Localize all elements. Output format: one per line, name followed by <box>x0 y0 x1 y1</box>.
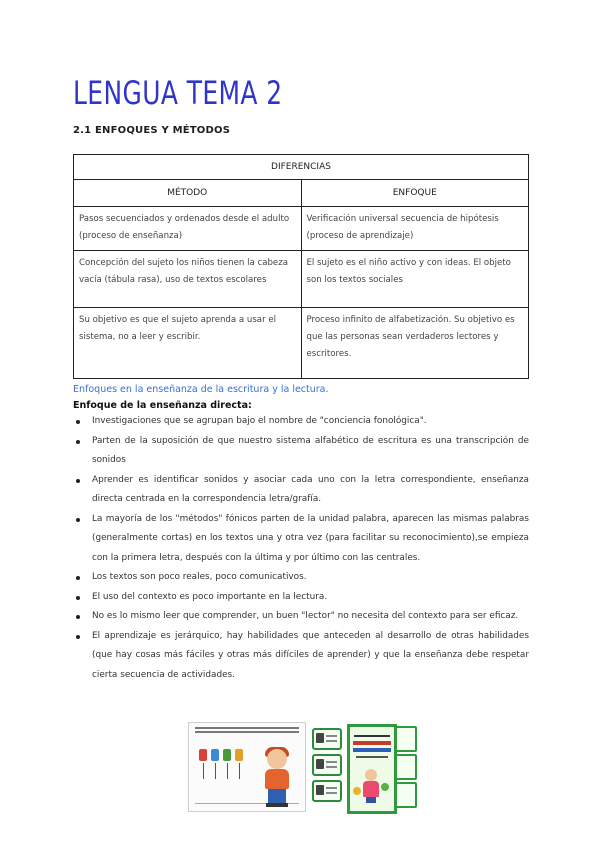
table-row <box>74 308 529 379</box>
list-item-text: La mayoría de los "métodos" fónicos parten de la unidad palabra, aparecen las mismas palabras (generalmente cortas) en los textos una y otra vez (para facilitar su reconocimiento),se empieza con la primera letra, después con la última y por último con las centrales. <box>92 513 529 563</box>
bullet-icon <box>76 440 80 444</box>
bullet-icon <box>76 576 80 580</box>
connector-line <box>227 763 228 779</box>
boy-illustration <box>261 749 293 807</box>
list-item-text: Parten de la suposición de que nuestro sistema alfabético de escritura es una transcripción de sonidos <box>92 435 529 465</box>
apple-icon <box>199 749 207 761</box>
differences-table <box>73 154 529 379</box>
table-row <box>74 207 529 251</box>
phonological-cards-image <box>310 722 416 810</box>
picture-card <box>312 780 342 802</box>
picture-icon <box>223 749 231 761</box>
bullet-icon <box>76 635 80 639</box>
list-item <box>73 568 529 588</box>
table-cell: El sujeto es el niño activo y con ideas. El objeto son los textos sociales <box>301 251 529 308</box>
table-row <box>74 251 529 308</box>
list-item <box>73 588 529 608</box>
section-heading: Enfoques en la enseñanza de la escritura y la lectura. <box>73 384 329 395</box>
bullet-icon <box>76 420 80 424</box>
picture-card <box>312 728 342 750</box>
bullet-icon <box>76 596 80 600</box>
list-item <box>73 412 529 432</box>
child-icon <box>362 769 380 803</box>
list-item <box>73 627 529 686</box>
list-item-text: El aprendizaje es jerárquico, hay habilidades que anteceden al desarrollo de otras habilidades (que hay cosas más fáciles y otras más difíciles de aprender) y que la enseñanza debe respetar cierta secuencia de actividades. <box>92 630 529 680</box>
list-item <box>73 607 529 627</box>
connector-line <box>215 763 216 779</box>
column-header-metodo: MÉTODO <box>74 180 302 207</box>
bullet-list <box>73 412 529 685</box>
list-item <box>73 510 529 569</box>
list-item <box>73 432 529 471</box>
list-item-text: Investigaciones que se agrupan bajo el nombre de "conciencia fonológica". <box>92 416 427 426</box>
picture-card <box>395 782 417 808</box>
worksheet-header-lines <box>195 727 299 733</box>
picture-icon <box>211 749 219 761</box>
book-cover <box>347 724 397 814</box>
page-title: LENGUA TEMA 2 <box>73 74 283 112</box>
worksheet-image <box>188 722 306 812</box>
card-column <box>395 724 415 808</box>
table-cell: Su objetivo es que el sujeto aprenda a usar el sistema, no a leer y escribir. <box>74 308 302 379</box>
picture-card <box>312 754 342 776</box>
list-item-text: No es lo mismo leer que comprender, un buen "lector" no necesita del contexto para ser eficaz. <box>92 611 519 621</box>
list-item-text: Aprender es identificar sonidos y asociar cada uno con la letra correspondiente, enseñanza directa centrada en la correspondencia letra/grafía. <box>92 474 529 504</box>
connector-line <box>203 763 204 779</box>
section-subtitle: 2.1 ENFOQUES Y MÉTODOS <box>73 125 231 136</box>
bullet-icon <box>76 479 80 483</box>
list-item-text: Los textos son poco reales, poco comunicativos. <box>92 572 307 582</box>
connector-line <box>239 763 240 779</box>
table-cell: Concepción del sujeto los niños tienen la cabeza vacía (tábula rasa), uso de textos escolares <box>74 251 302 308</box>
list-item-text: El uso del contexto es poco importante en la lectura. <box>92 591 328 602</box>
bullet-icon <box>76 518 80 522</box>
column-header-enfoque: ENFOQUE <box>301 180 529 207</box>
table-cell: Proceso infinito de alfabetización. Su objetivo es que las personas sean verdaderos lectores y escritores. <box>301 308 529 379</box>
bullet-icon <box>76 615 80 619</box>
picture-card <box>395 754 417 780</box>
table-cell: Verificación universal secuencia de hipótesis (proceso de aprendizaje) <box>301 207 529 251</box>
table-cell: Pasos secuenciados y ordenados desde el adulto (proceso de enseñanza) <box>74 207 302 251</box>
picture-card <box>395 726 417 752</box>
picture-icon <box>235 749 243 761</box>
table-caption: DIFERENCIAS <box>74 155 529 180</box>
list-item <box>73 471 529 510</box>
sub-heading: Enfoque de la enseñanza directa: <box>73 400 252 411</box>
